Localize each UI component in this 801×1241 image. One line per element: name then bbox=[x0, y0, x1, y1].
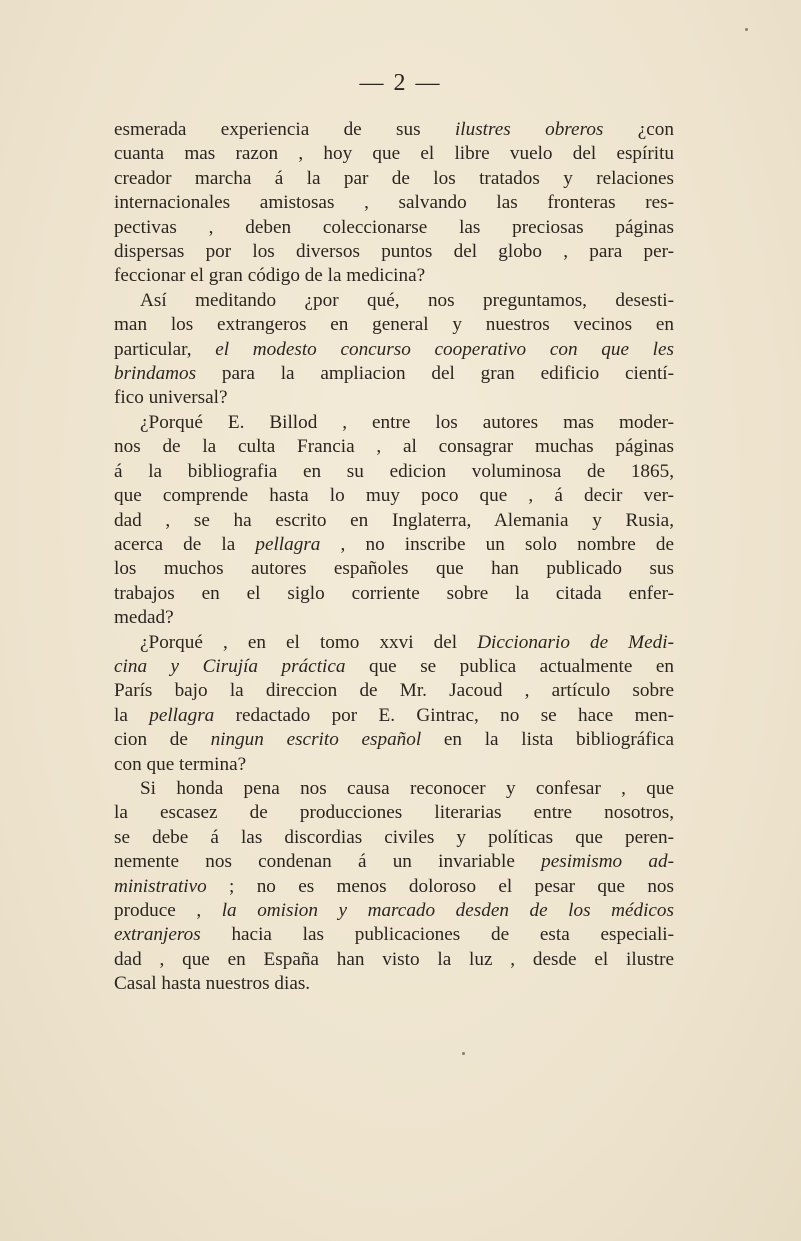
text-line bbox=[114, 972, 674, 996]
text-run: se debe á las discordias civiles y políticas que peren- bbox=[114, 826, 674, 848]
text-run: produce , bbox=[114, 900, 222, 921]
text-run: con que termina? bbox=[114, 753, 247, 775]
speck-mark bbox=[745, 28, 748, 31]
text-line bbox=[114, 875, 674, 899]
text-run: ; no es menos doloroso el pesar que nos bbox=[206, 875, 674, 897]
text-run: Si honda pena nos causa reconocer y confesar , que bbox=[140, 777, 674, 799]
italic-text: extranjeros bbox=[114, 924, 201, 946]
text-line bbox=[114, 801, 674, 825]
text-line bbox=[114, 460, 674, 484]
text-run: ¿Porqué E. Billod , entre los autores mas moder- bbox=[140, 411, 674, 433]
italic-text: cina y Cirujía práctica bbox=[114, 655, 346, 677]
text-run: particular, bbox=[114, 338, 216, 360]
text-run: dad , se ha escrito en Inglaterra, Alemania y Rusia, bbox=[114, 509, 674, 531]
text-run: nemente nos condenan á un invariable bbox=[114, 851, 542, 873]
italic-text: ministrativo bbox=[114, 875, 207, 897]
text-run: man los extrangeros en general y nuestros vecinos en bbox=[114, 314, 674, 336]
text-run: feccionar el gran código de la medicina? bbox=[114, 265, 426, 287]
text-line bbox=[114, 289, 674, 313]
italic-text: pellagra bbox=[149, 704, 215, 726]
text-line bbox=[114, 509, 674, 533]
text-run: dad , que en España han visto la luz , desde el ilustre bbox=[114, 948, 674, 970]
text-line bbox=[114, 655, 674, 679]
italic-text: pellagra bbox=[255, 533, 321, 555]
italic-text: Diccionario de Medi- bbox=[477, 631, 674, 653]
italic-text: el modesto concurso cooperativo con que les bbox=[215, 338, 674, 360]
text-line bbox=[114, 557, 674, 581]
text-run: nos de la culta Francia , al consagrar muchas páginas bbox=[114, 436, 674, 458]
text-line bbox=[114, 240, 674, 264]
italic-text: brindamos bbox=[114, 363, 197, 385]
text-run: creador marcha á la par de los tratados y relaciones bbox=[114, 167, 674, 189]
text-run: cuanta mas razon , hoy que el libre vuelo del espíritu bbox=[114, 143, 674, 165]
text-run: acerca de la bbox=[114, 533, 256, 555]
text-line bbox=[114, 338, 674, 362]
text-line bbox=[114, 606, 674, 630]
text-run: la escasez de producciones literarias entre nosotros, bbox=[114, 802, 674, 824]
text-line bbox=[114, 582, 674, 606]
text-line bbox=[114, 948, 674, 972]
italic-text: pesimismo ad- bbox=[541, 851, 674, 873]
text-run: Casal hasta nuestros dias. bbox=[114, 973, 311, 995]
italic-text: ningun escrito español bbox=[210, 729, 422, 751]
text-run: ¿con bbox=[603, 119, 674, 140]
text-run: dispersas por los diversos puntos del globo , para per- bbox=[114, 241, 674, 263]
text-run: fico universal? bbox=[114, 387, 228, 409]
text-line bbox=[114, 777, 674, 801]
text-line bbox=[114, 704, 674, 728]
text-run: Así meditando ¿por qué, nos preguntamos, desesti- bbox=[140, 289, 674, 311]
text-line bbox=[114, 679, 674, 703]
text-line bbox=[114, 167, 674, 191]
text-line bbox=[114, 631, 674, 655]
text-run: hacia las publicaciones de esta especiali- bbox=[200, 924, 674, 946]
text-line bbox=[114, 899, 674, 923]
text-line bbox=[114, 850, 674, 874]
text-run: , no inscribe un solo nombre de bbox=[320, 533, 674, 555]
text-line bbox=[114, 923, 674, 947]
text-run: París bajo la direccion de Mr. Jacoud , artículo sobre bbox=[114, 680, 674, 702]
text-run: en la lista bibliográfica bbox=[421, 729, 674, 751]
text-line bbox=[114, 753, 674, 777]
text-line bbox=[114, 533, 674, 557]
text-line bbox=[114, 386, 674, 410]
text-run: medad? bbox=[114, 607, 174, 629]
speck-mark bbox=[462, 1052, 465, 1055]
text-run: cion de bbox=[114, 729, 211, 751]
text-run: que se publica actualmente en bbox=[345, 655, 674, 677]
text-run: pectivas , deben coleccionarse las preciosas páginas bbox=[114, 216, 674, 238]
text-line bbox=[114, 435, 674, 459]
text-run: que comprende hasta lo muy poco que , á decir ver- bbox=[114, 485, 674, 507]
page-number: — 2 — bbox=[359, 70, 442, 96]
text-run: internacionales amistosas , salvando las fronteras res- bbox=[114, 192, 674, 214]
body-text bbox=[114, 118, 674, 997]
text-line bbox=[114, 191, 674, 215]
text-line bbox=[114, 362, 674, 386]
text-line bbox=[114, 216, 674, 240]
text-line bbox=[114, 728, 674, 752]
text-line bbox=[114, 264, 674, 288]
italic-text: la omision y marcado desden de los médicos bbox=[221, 900, 674, 921]
text-run: los muchos autores españoles que han publicado sus bbox=[114, 558, 674, 580]
text-run: redactado por E. Gintrac, no se hace men- bbox=[214, 704, 674, 726]
text-run: trabajos en el siglo corriente sobre la citada enfer- bbox=[114, 582, 674, 604]
text-line bbox=[114, 826, 674, 850]
text-line bbox=[114, 313, 674, 337]
text-run: para la ampliacion del gran edificio cientí- bbox=[196, 363, 674, 385]
text-run: la bbox=[114, 704, 150, 726]
text-line bbox=[114, 118, 674, 142]
text-run: á la bibliografia en su edicion voluminosa de 1865, bbox=[114, 460, 674, 482]
text-run: ¿Porqué , en el tomo xxvi del bbox=[140, 631, 478, 653]
text-line bbox=[114, 411, 674, 435]
italic-text: ilustres obreros bbox=[454, 119, 604, 140]
text-line bbox=[114, 142, 674, 166]
text-run: esmerada experiencia de sus bbox=[114, 119, 455, 140]
text-line bbox=[114, 484, 674, 508]
